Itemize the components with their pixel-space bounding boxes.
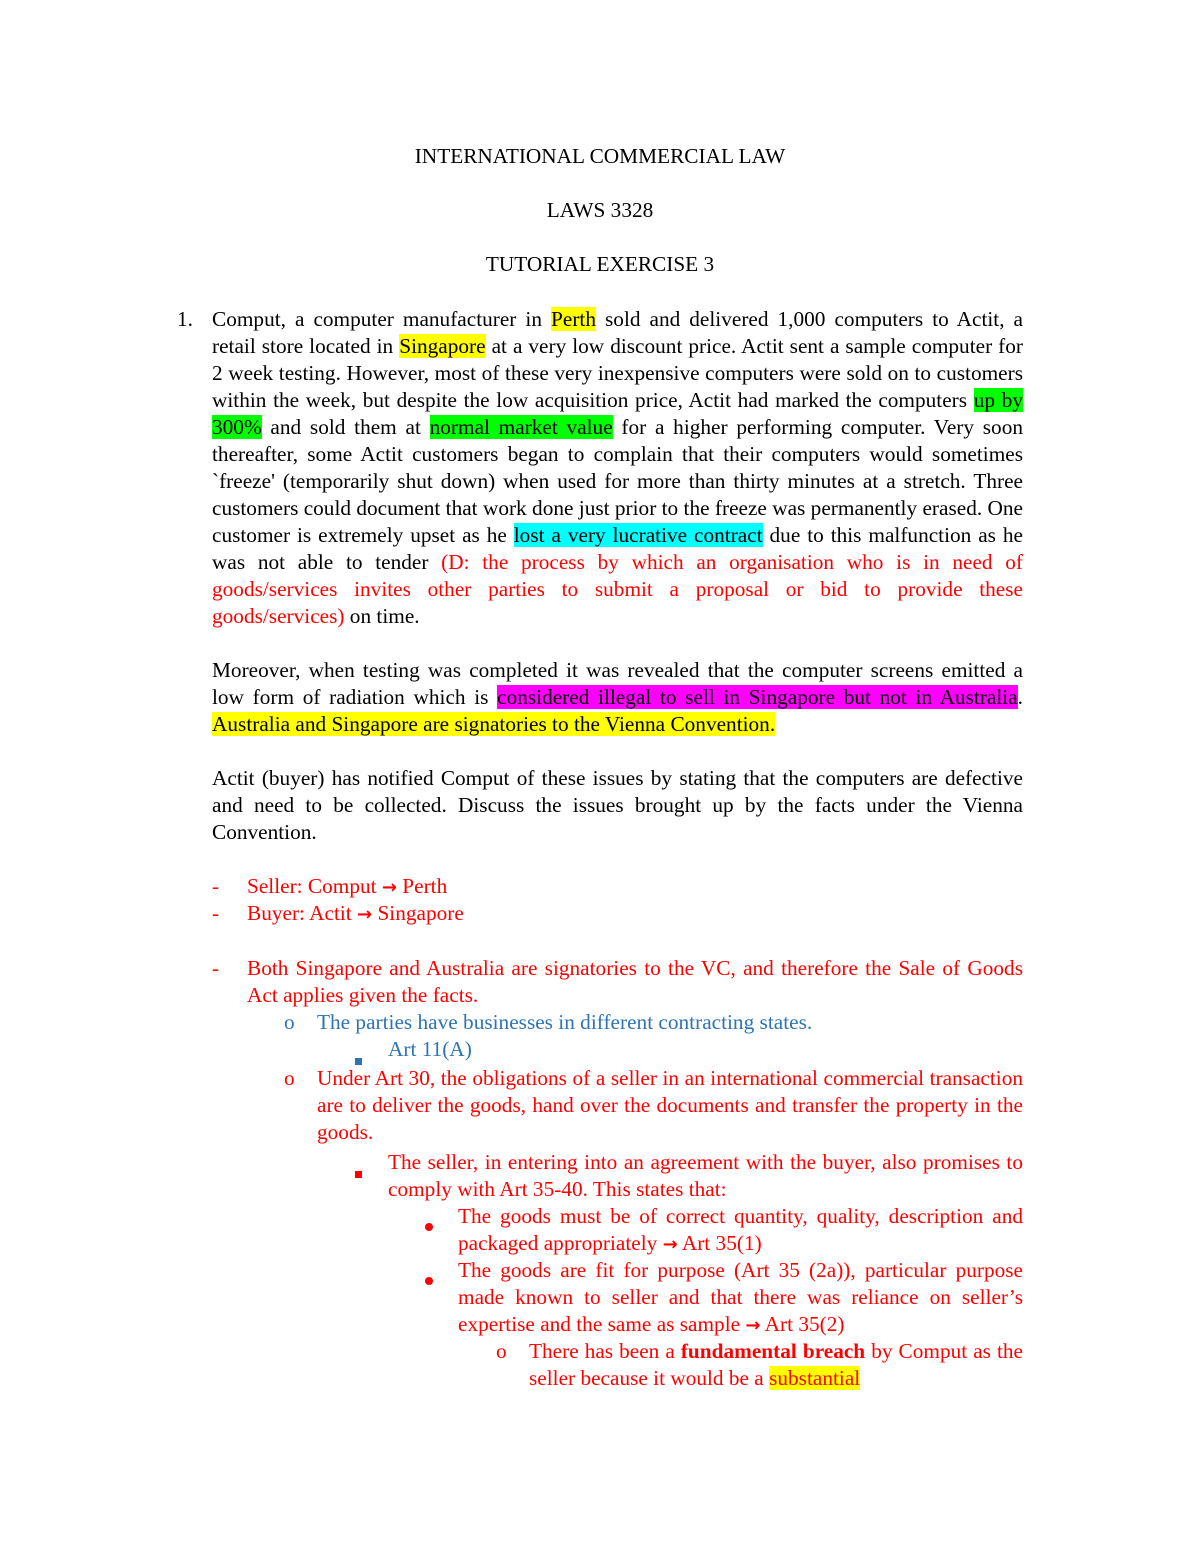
square-bullet-icon (355, 1158, 362, 1185)
highlight-signatories: Australia and Singapore are signatories to the Vienna Convention. (212, 712, 776, 736)
circle-bullet-icon: o (496, 1339, 507, 1363)
fundamental-breach-point: There has been a fundamental breach by Comput as the seller because it would be a substantial (529, 1339, 1023, 1390)
highlight-markup: up by 300% (212, 388, 1023, 439)
vc-point: Both Singapore and Australia are signatories to the VC, and therefore the Sale of Goods Act applies given the facts. (247, 956, 1023, 1007)
dash-marker: - (212, 956, 220, 980)
tender-definition: (D: the process by which an organisation who is in need of goods/services invites other parties to submit a proposal or bid to provide these goods/services) (212, 550, 1024, 628)
fundamental-breach-term: fundamental breach (680, 1339, 866, 1363)
art30-point: Under Art 30, the obligations of a seller in an international commercial transaction are to deliver the goods, hand over the documents and transfer the property in the goods. (317, 1066, 1023, 1144)
art11-point: Art 11(A) (388, 1037, 472, 1061)
arrow-right-icon: → (745, 1315, 761, 1336)
highlight-market-value: normal market value (429, 415, 613, 439)
highlight-illegal: considered illegal to sell in Singapore but not in Australia (497, 685, 1018, 709)
dash-marker: - (212, 901, 220, 925)
parties-point: The parties have businesses in different contracting states. (317, 1010, 813, 1034)
question-paragraph-3: Actit (buyer) has notified Comput of these issues by stating that the computers are defective and need to be collected. Discuss the issues brought up by the facts under the Vienna Convention. (212, 766, 1023, 844)
arrow-right-icon: → (381, 877, 397, 898)
question-paragraph-2: Moreover, when testing was completed it was revealed that the computer screens emitted a low form of radiation which is considered illegal to sell in Singapore but not in Australia. Australia and Singapore are signatories to the Vienna Convention. (212, 658, 1023, 736)
highlight-substantial: substantial (769, 1366, 861, 1390)
seller-line: Seller: Comput → Perth (247, 874, 448, 898)
dot-bullet-icon (425, 1211, 433, 1238)
course-code: LAWS 3328 (546, 198, 654, 222)
dash-marker: - (212, 874, 220, 898)
question-number: 1. (177, 307, 193, 331)
buyer-line: Buyer: Actit → Singapore (247, 901, 464, 925)
goods-fit-point: The goods are fit for purpose (Art 35 (2a)), particular purpose made known to seller and that there was reliance on seller’s expertise and the same as sample → Art 35(2) (458, 1258, 1023, 1336)
arrow-right-icon: → (662, 1234, 678, 1255)
circle-bullet-icon: o (284, 1066, 295, 1090)
circle-bullet-icon: o (284, 1010, 295, 1034)
arrow-right-icon: → (357, 904, 373, 925)
course-title: INTERNATIONAL COMMERCIAL LAW (414, 144, 786, 168)
question-paragraph-1: Comput, a computer manufacturer in Perth sold and delivered 1,000 computers to Actit, a retail store located in Singapore at a very low discount price. Actit sent a sample computer for 2 week testing. However, most of these very inexpensive computers were sold on to customers within the week, but despite the low acquisition price, Actit had marked the computers up by 300% and sold them at normal market value for a higher performing computer. Very soon thereafter, some Actit customers began to complain that their computers would sometimes `freeze' (temporarily shut down) when used for more than thirty minutes at a stretch. Three customers could document that work done just prior to the freeze was permanently erased. One customer is extremely upset as he lost a very lucrative contract due to this malfunction as he was not able to tender (D: the process by which an organisation who is in need of goods/services invites other parties to submit a proposal or bid to provide these goods/services) on time. (212, 307, 1024, 628)
exercise-title: TUTORIAL EXERCISE 3 (485, 252, 715, 276)
seller-promise-point: The seller, in entering into an agreement with the buyer, also promises to comply with Art 35-40. This states that: (388, 1150, 1023, 1201)
highlight-lost-contract: lost a very lucrative contract (513, 523, 763, 547)
highlight-singapore: Singapore (399, 334, 486, 358)
goods-quantity-point: The goods must be of correct quantity, quality, description and packaged appropriately → Art 35(1) (458, 1204, 1023, 1255)
dot-bullet-icon (425, 1265, 433, 1292)
highlight-perth: Perth (551, 307, 596, 331)
